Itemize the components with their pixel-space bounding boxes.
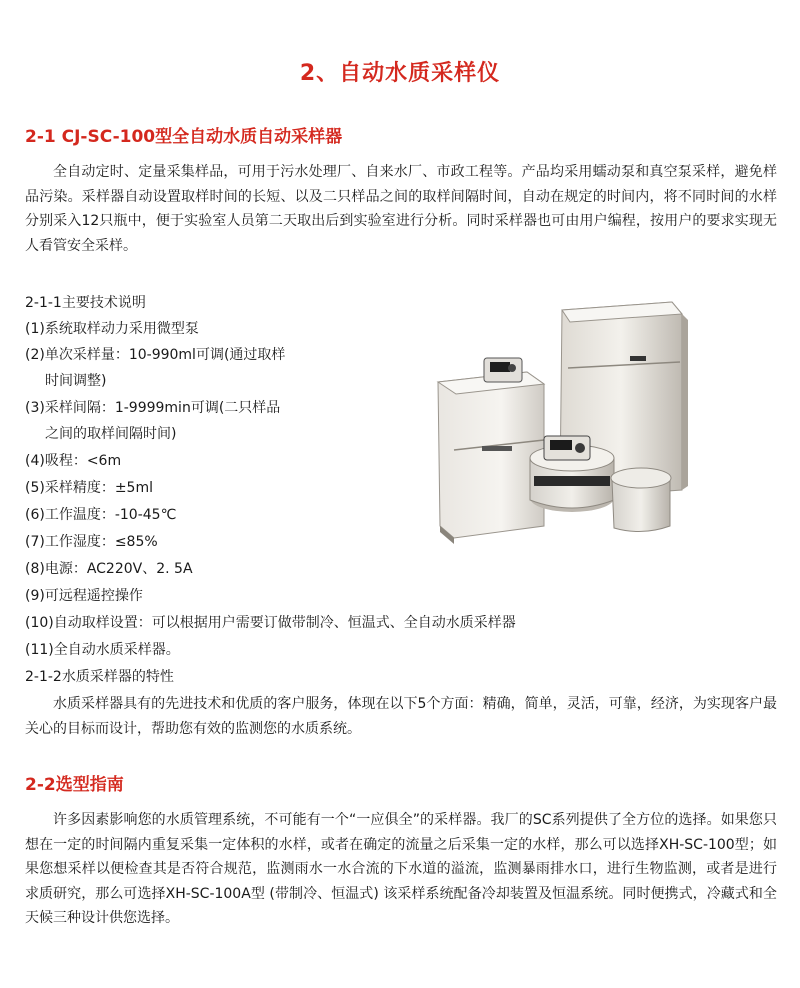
features-heading: 2-1-2水质采样器的特性	[25, 669, 174, 685]
spec-item: (8)电源：AC220V、2. 5A	[25, 561, 193, 577]
spec-item: (9)可远程遥控操作	[25, 588, 143, 604]
compact-sampler	[611, 468, 671, 532]
sampler-product-photo	[432, 300, 692, 560]
spec-item: (11)全自动水质采样器。	[25, 642, 180, 658]
spec-item: (4)吸程：<6m	[25, 453, 122, 469]
spec-item: (7)工作湿度：≤85%	[25, 534, 158, 550]
spec-item: 时间调整)	[45, 373, 107, 389]
short-cabinet-sampler	[438, 358, 544, 544]
section-heading-2-2: 2-2选型指南	[25, 775, 124, 795]
page-title: 2、自动水质采样仪	[299, 61, 501, 86]
spec-heading: 2-1-1主要技术说明	[25, 295, 146, 311]
section-heading-2-1: 2-1 CJ-SC-100型全自动水质自动采样器	[25, 127, 343, 147]
spec-item: 之间的取样间隔时间)	[45, 426, 177, 442]
selection-guide-paragraph: 许多因素影响您的水质管理系统，不可能有一个“一应俱全”的采样器。我厂的SC系列提供了全方位的选择。如果您只想在一定的时间隔内重复采集一定体积的水样，或者在确定的流量之后采集一定的水样，那么可以选择XH-SC-100型；如果您想采样以便检查其是否符合规范，监测雨水一水合流的下水道的溢流，监测暴雨排水口，进行生物监测，或者是进行求质研究，那么可选择XH-SC-100A型 (带制冷、恒温式) 该采样系统配备冷却装置及恒温系统。同时便携式，冷藏式和全天候三种设计供您选择。	[25, 812, 777, 926]
intro-paragraph: 全自动定时、定量采集样品，可用于污水处理厂、自来水厂、市政工程等。产品均采用蠕动泵和真空泵采样，避免样品污染。采样器自动设置取样时间的长短、以及二只样品之间的取样间隔时间，自动在规定的时间内，将不同时间的水样分别采入12只瓶中，便于实验室人员第二天取出后到实验室进行分析。同时采样器也可由用户编程，按用户的要求实现无人看管安全采样。	[25, 164, 777, 254]
spec-item: (10)自动取样设置：可以根据用户需要订做带制冷、恒温式、全自动水质采样器	[25, 615, 516, 631]
features-paragraph: 水质采样器具有的先进技术和优质的客户服务，体现在以下5个方面：精确，简单，灵活，可靠，经济，为实现客户最关心的目标而设计，帮助您有效的监测您的水质系统。	[25, 696, 777, 737]
spec-item: (2)单次采样量：10-990ml可调(通过取样	[25, 347, 286, 363]
spec-item: (1)系统取样动力采用微型泵	[25, 321, 199, 337]
spec-item: (5)采样精度：±5ml	[25, 480, 153, 496]
spec-item: (3)采样间隔：1-9999min可调(二只样品	[25, 400, 281, 416]
spec-item: (6)工作温度：-10-45℃	[25, 507, 177, 523]
